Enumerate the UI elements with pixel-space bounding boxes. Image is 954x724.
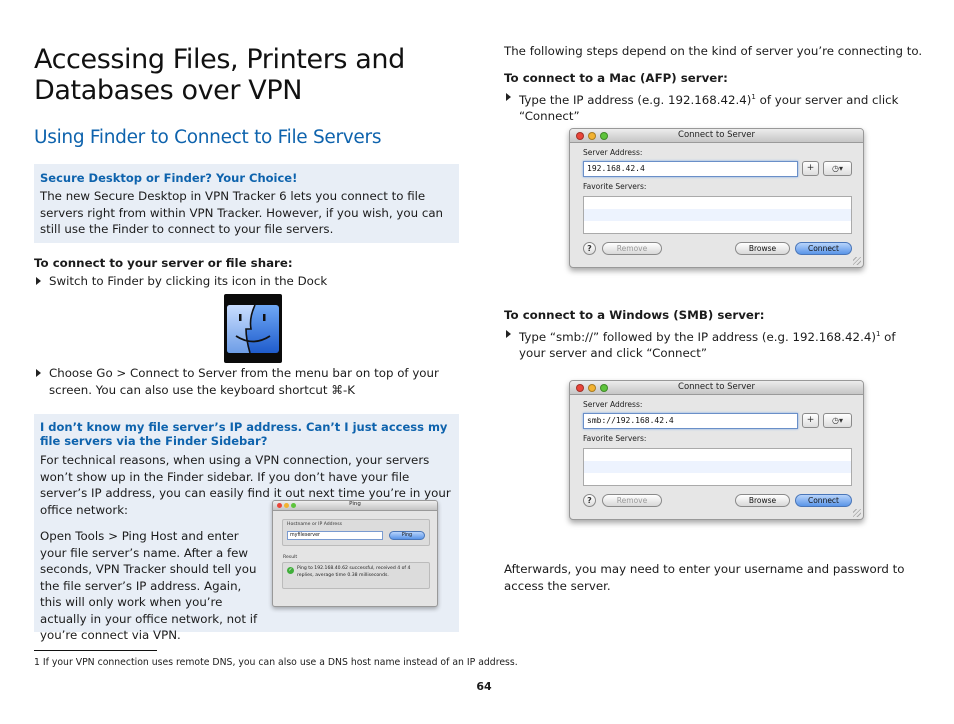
callout-title: Secure Desktop or Finder? Your Choice! — [40, 171, 298, 185]
hostname-label: Hostname or IP Address — [287, 522, 342, 527]
recent-servers-button[interactable]: ◷▾ — [823, 413, 852, 428]
result-text: Ping to 192.168.40.62 successful, received 4 of 4 replies, average time 0.38 milliseconds. — [297, 566, 411, 578]
intro-text: The following steps depend on the kind of server you’re connecting to. — [504, 44, 923, 58]
callout-body: The new Secure Desktop in VPN Tracker 6 lets you connect to file servers right from within VPN Tracker. However, if you wish, you can still use the Finder to connect to your file servers. — [40, 189, 444, 236]
hostname-input[interactable]: myfileserver — [287, 531, 383, 540]
connect-share-heading: To connect to your server or file share: — [34, 256, 293, 270]
favorite-servers-list[interactable] — [583, 448, 852, 486]
server-address-label: Server Address: — [583, 400, 643, 409]
help-button[interactable]: ? — [583, 242, 596, 255]
callout-para1: For technical reasons, when using a VPN connection, your servers won’t show up in the Finder sidebar. If you don’t have your file server’s IP address, you can easily find it out next time you’re in your office network: — [40, 453, 451, 517]
server-address-label: Server Address: — [583, 148, 643, 157]
smb-step: Type “smb://” followed by the IP address (e.g. 192.168.42.4)$^1$ of your server and click “Connect” — [519, 329, 896, 361]
step-switch-finder: Switch to Finder by clicking its icon in the Dock — [49, 274, 328, 288]
afp-step: Type the IP address (e.g. 192.168.42.4)$^1$ of your server and click “Connect” — [519, 92, 899, 124]
step-choose-go: Choose Go > Connect to Server from the menu bar on top of your screen. You can also use the keyboard shortcut ⌘-K — [49, 366, 439, 397]
browse-button[interactable]: Browse — [735, 242, 790, 255]
afp-heading: To connect to a Mac (AFP) server: — [504, 71, 728, 85]
callout-para2: Open Tools > Ping Host and enter your file server’s name. After a few seconds, VPN Tracker should tell you the file server’s IP address. Again, this will only work when you’re actually in your office network, not if you’re connect via VPN. — [40, 529, 258, 642]
recent-servers-button[interactable]: ◷▾ — [823, 161, 852, 176]
add-favorite-button[interactable]: + — [802, 413, 819, 428]
server-address-input[interactable]: 192.168.42.4 — [583, 161, 798, 177]
connect-to-server-dialog-smb — [569, 380, 864, 520]
smb-heading: To connect to a Windows (SMB) server: — [504, 308, 765, 322]
ping-dialog-title: Ping — [349, 501, 361, 507]
resize-grip[interactable] — [853, 257, 861, 265]
afterwards-text: Afterwards, you may need to enter your username and password to access the server. — [504, 562, 905, 593]
dialog-title: Connect to Server — [678, 130, 755, 140]
favorite-servers-label: Favorite Servers: — [583, 434, 647, 443]
section-heading: Using Finder to Connect to File Servers — [34, 127, 382, 148]
connect-to-server-dialog-afp — [569, 128, 864, 268]
favorite-servers-list[interactable] — [583, 196, 852, 234]
remove-button[interactable]: Remove — [602, 242, 662, 255]
bullet-icon — [506, 330, 511, 338]
ping-button[interactable]: Ping — [389, 531, 425, 540]
help-button[interactable]: ? — [583, 494, 596, 507]
bullet-icon — [506, 93, 511, 101]
connect-button[interactable]: Connect — [795, 494, 852, 507]
resize-grip[interactable] — [853, 509, 861, 517]
bullet-icon — [36, 369, 41, 377]
browse-button[interactable]: Browse — [735, 494, 790, 507]
connect-button[interactable]: Connect — [795, 242, 852, 255]
remove-button[interactable]: Remove — [602, 494, 662, 507]
page-number: 64 — [476, 680, 492, 693]
bullet-icon — [36, 277, 41, 285]
favorite-servers-label: Favorite Servers: — [583, 182, 647, 191]
callout-secure-desktop — [34, 164, 459, 243]
footnote: 1 If your VPN connection uses remote DNS, you can also use a DNS host name instead of an IP address. — [34, 657, 518, 668]
finder-icon — [224, 294, 282, 363]
callout-title: I don’t know my file server’s IP address. Can’t I just access my file servers via the Finder Sidebar? — [40, 420, 448, 448]
server-address-input[interactable]: smb://192.168.42.4 — [583, 413, 798, 429]
dialog-title: Connect to Server — [678, 382, 755, 392]
add-favorite-button[interactable]: + — [802, 161, 819, 176]
result-label: Result — [283, 555, 298, 560]
success-check-icon: ✓ — [288, 567, 293, 573]
ping-dialog-screenshot — [272, 500, 438, 607]
footnote-rule — [34, 650, 157, 651]
page-title: Accessing Files, Printers and Databases over VPN — [34, 44, 405, 106]
